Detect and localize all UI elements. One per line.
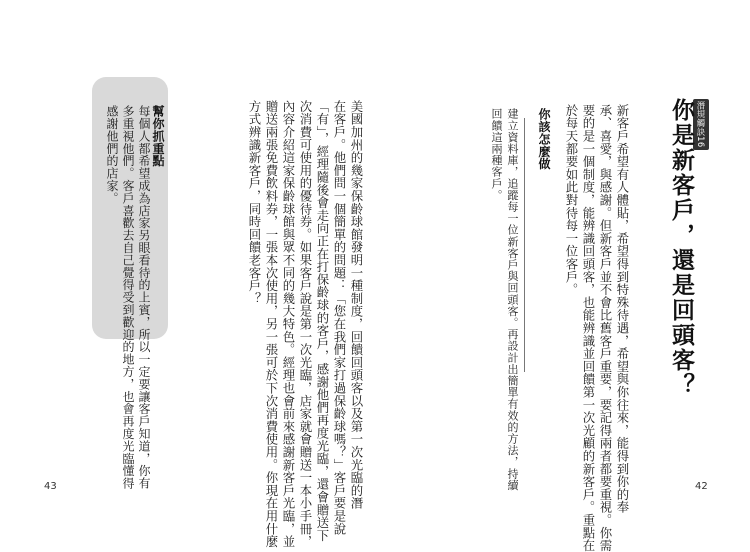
- key-points-heading: 幫你抓重點: [151, 105, 165, 167]
- page-number-right: 42: [695, 481, 708, 492]
- rule-badge: 潛規觸訣16: [693, 99, 709, 150]
- what-to-do-text: 建立資料庫，追蹤每一位新客戶與回頭客。再設計出簡單有效的方法，持續 回饋這兩種客戶。: [490, 108, 519, 491]
- page-title: 你是新客戶，還是回頭客？: [668, 98, 694, 398]
- story-paragraph: 美國加州的幾家保齡球館發明一種制度，回饋回頭客以及第一次光臨的潛 在客戶。他們問一個簡單的問題：「您在我們家打過保齡球嗎？」客戶要是說 「有」，經理隨後會走向正在打保齡球的客戶，感謝他們再度光臨，還會贈送下 次消費可使用的優待券。如果客戶說是第一次光臨，店家就會贈送一本小手冊， 內容介紹這家保齡球館與眾不同的幾大特色。經理也會前來感謝新客戶光臨，並 贈送兩張免費飲料券，一張本次使用，另一張可於下次消費使用。你現在用什麼 方式辨識新客戶，同時回饋老客戶？: [247, 100, 364, 548]
- intro-paragraph: 新客戶希望有人體貼，希望得到特殊待遇，希望與你往來，能得到你的奉 承、喜愛，與感謝。但新客戶並不會比舊客戶重要，要記得兩者都要重視。你需 要的是一個制度，能辨識回頭客，也能辨識並回饋第一次光顧的新客戶。重點在 於每天都要如此對待每一位客戶。: [564, 104, 630, 552]
- key-points-text: 每個人都希望成為店家另眼看待的上賓，所以一定要讓客戶知道，你有 多重視他們。客戶喜歡去自己覺得受到歡迎的地方，也會再度光臨懂得 感謝他們的店家。: [105, 105, 151, 490]
- what-to-do-heading: 你該怎麼做: [537, 108, 551, 170]
- section-divider: [524, 118, 525, 372]
- page-number-left: 43: [44, 481, 57, 492]
